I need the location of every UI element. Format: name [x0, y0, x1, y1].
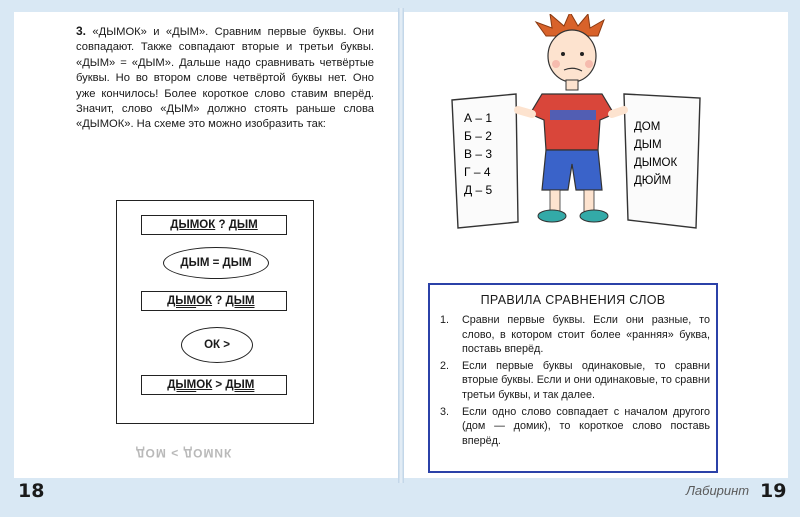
rule-text: Сравни первые буквы. Если они разные, то слово, в котором стоит более «ранняя» буква, поставь вперёд.: [462, 314, 710, 356]
scheme-sign: ?: [215, 295, 223, 307]
scheme-word-part: ОК: [196, 295, 213, 307]
scheme-word: ДЫМ: [225, 379, 255, 391]
scheme-word-part: ДЫМ: [167, 379, 197, 391]
book-spine: [398, 8, 404, 483]
page-number-left: 18: [18, 480, 45, 502]
mirrored-print-through: ДОМ < ДОМИК: [136, 446, 233, 460]
left-sign-line: Д – 5: [464, 183, 493, 197]
scheme-word: ДЫМ: [228, 219, 258, 231]
scheme-sign: ?: [218, 219, 226, 231]
scheme-cloud-1: [163, 247, 269, 279]
rule-number: 1.: [440, 314, 450, 326]
page-number-right: 19: [760, 480, 787, 502]
left-shoe: [538, 210, 566, 222]
rule-item: [440, 313, 710, 357]
rule-item: [440, 359, 710, 403]
rules-title: ПРАВИЛА СРАВНЕНИЯ СЛОВ: [480, 293, 666, 307]
right-sign-word: ДЫМ: [634, 139, 662, 151]
rules-box: [428, 283, 718, 473]
watermark-logo: Лабиринт: [686, 483, 750, 498]
scheme-word-part: ОК: [196, 379, 213, 391]
shirt: [530, 94, 614, 150]
right-sign-word: ДЫМОК: [634, 157, 678, 169]
rule-item: [440, 405, 710, 449]
scheme-cloud-2: [181, 327, 253, 363]
right-shoe: [580, 210, 608, 222]
scheme-word: ДЫМОК: [170, 219, 216, 231]
scheme-word-part: ДЫМ: [167, 295, 197, 307]
shorts: [542, 150, 602, 190]
left-sign-line: В – 3: [464, 147, 493, 161]
scheme-box-1: [141, 215, 287, 235]
left-sign-line: Б – 2: [464, 129, 492, 143]
cloud-text: ОК >: [204, 339, 230, 351]
rule-number: 2.: [440, 359, 450, 372]
scheme-box-2: [141, 291, 287, 311]
scheme-word: ДЫМ: [225, 295, 255, 307]
rule-number: 3.: [440, 405, 450, 418]
left-sign-line: А – 1: [464, 111, 493, 125]
exercise-number: 3.: [76, 24, 87, 38]
scheme-box-3: [141, 375, 287, 395]
comparison-scheme: [116, 200, 314, 424]
cloud-text: ДЫМ = ДЫМ: [180, 257, 252, 269]
right-sign-word: ДОМ: [634, 121, 661, 133]
boy-illustration: [438, 14, 728, 236]
left-sign-line: Г – 4: [464, 165, 491, 179]
rule-text: Если первые буквы одинаковые, то сравни вторые буквы. Если и они одинаковые, то сравни третьи буквы, и так далее.: [462, 359, 710, 401]
scheme-sign: >: [215, 379, 223, 391]
head: [548, 30, 596, 82]
explanation-paragraph: [76, 24, 374, 133]
right-sign-word: ДЮЙМ: [634, 175, 672, 187]
rules-list: [440, 313, 710, 450]
rule-text: Если одно слово совпадает с началом другого (дом — домик), то короткое слово поставь вперёд.: [462, 405, 710, 447]
explanation-text: «ДЫМОК» и «ДЫМ». Сравним первые буквы. Они совпадают. Также совпадают вторые и третьи буквы. «ДЫМ» = «ДЫМ». Дальше надо сравнивать четвёртые буквы. Но во втором слове четвёртой буквы нет. Оно уже кончилось! Более короткое слово ставим вперёд. Значит, слово «ДЫМ» должно стоять раньше слова «ДЫМОК». На схеме это можно изобразить так:: [76, 26, 375, 131]
